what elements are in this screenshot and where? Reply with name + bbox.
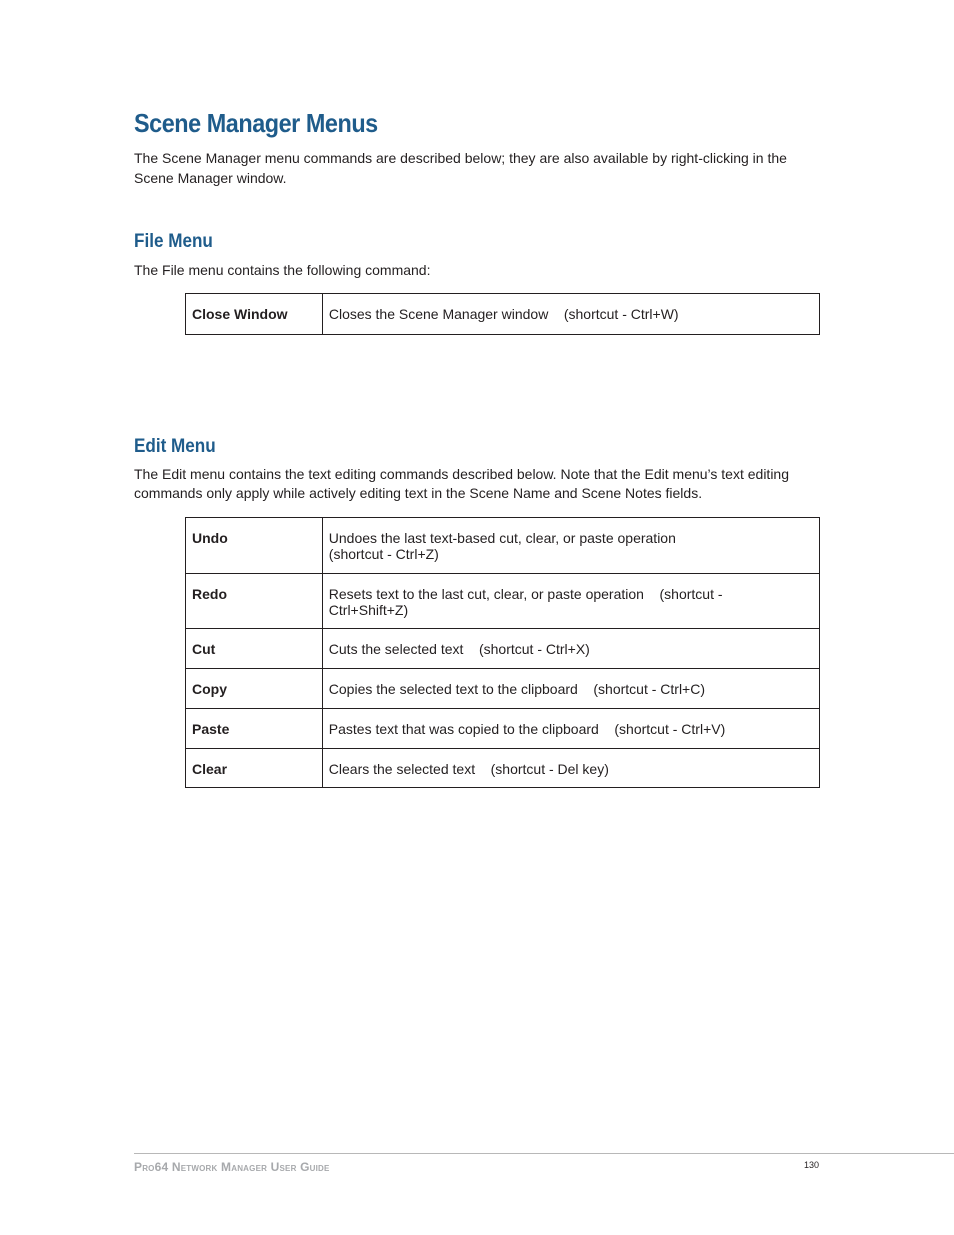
command-description: Copies the selected text to the clipboard (shortcut - Ctrl+C) [322,669,819,709]
command-description: Closes the Scene Manager window (shortcut - Ctrl+W) [322,294,819,335]
edit-menu-heading: Edit Menu [134,436,216,457]
command-name: Clear [186,749,323,788]
command-name: Redo [186,574,323,629]
command-description: Cuts the selected text (shortcut - Ctrl+X) [322,629,819,669]
file-menu-table [185,293,820,335]
page-number: 130 [804,1160,820,1170]
command-description: Undoes the last text-based cut, clear, or paste operation (shortcut - Ctrl+Z) [322,518,819,574]
table-row [186,669,820,709]
edit-menu-text: The Edit menu contains the text editing commands described below. Note that the Edit menu’s text editing commands only apply while actively editing text in the Scene Name and Scene Notes fields. [134,466,790,501]
file-menu-text: The File menu contains the following command: [134,262,431,278]
file-menu-heading: File Menu [134,231,213,252]
command-name: Copy [186,669,323,709]
command-name: Undo [186,518,323,574]
intro-paragraph: The Scene Manager menu commands are described below; they are also available by right-clicking in the Scene Manager window. [134,150,787,186]
footer-divider [134,1153,954,1154]
table-row [186,749,820,788]
command-name: Paste [186,709,323,749]
command-name: Cut [186,629,323,669]
footer-title: Pro64 Network Manager User Guide [134,1160,330,1174]
command-description: Pastes text that was copied to the clipboard (shortcut - Ctrl+V) [322,709,819,749]
table-row [186,518,820,574]
command-description: Clears the selected text (shortcut - Del key) [322,749,819,788]
table-row [186,294,820,335]
command-description: Resets text to the last cut, clear, or paste operation (shortcut - Ctrl+Shift+Z) [322,574,819,629]
table-row [186,574,820,629]
table-row [186,709,820,749]
edit-menu-table [185,517,820,788]
command-name: Close Window [186,294,323,335]
page-title: Scene Manager Menus [134,108,378,138]
table-row [186,629,820,669]
